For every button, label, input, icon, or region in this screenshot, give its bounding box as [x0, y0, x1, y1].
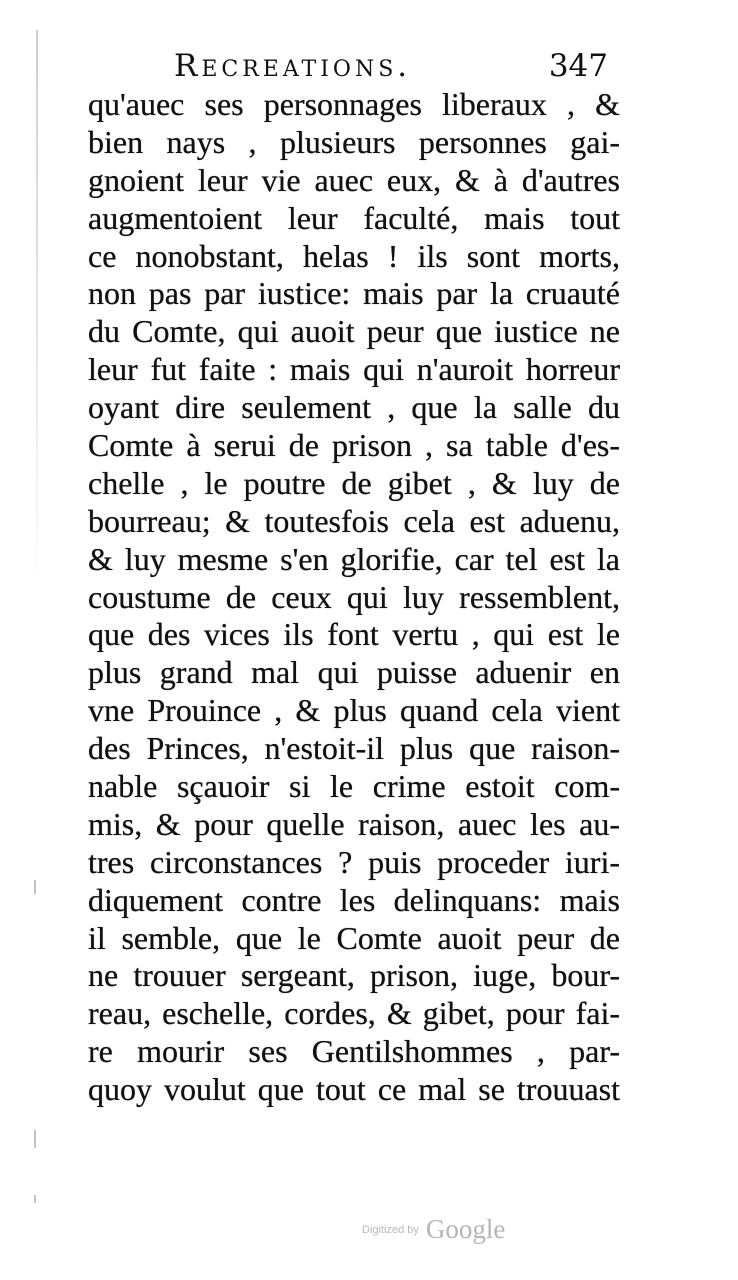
- text-line: bourreau; & toutesfois cela est aduenu,: [88, 502, 620, 539]
- text-line: vne Prouince , & plus quand cela vient: [88, 692, 620, 729]
- running-title: Recreations.: [174, 48, 412, 84]
- text-line: mis, & pour quelle raison, auec les au-: [88, 805, 620, 842]
- text-line: diquement contre les delinquans: mais: [88, 881, 620, 918]
- text-line: augmentoient leur faculté, mais tout: [88, 199, 620, 236]
- text-line: leur fut faite : mais qui n'auroit horreur: [88, 351, 620, 388]
- google-watermark: [362, 1214, 505, 1254]
- body-text: [88, 86, 620, 1109]
- text-line: des Princes, n'estoit-il plus que raison-: [88, 730, 620, 767]
- text-line: du Comte, qui auoit peur que iustice ne: [88, 313, 620, 350]
- text-line: que des vices ils font vertu , qui est le: [88, 616, 620, 653]
- text-line: plus grand mal qui puisse aduenir en: [88, 654, 620, 691]
- text-line: re mourir ses Gentilshommes , par-: [88, 1033, 620, 1070]
- text-line: non pas par iustice: mais par la cruauté: [88, 275, 620, 312]
- text-line: tres circonstances ? puis proceder iuri-: [88, 843, 620, 880]
- text-line: quoy voulut que tout ce mal se trouuast: [88, 1071, 620, 1108]
- page-number: 347: [548, 48, 608, 84]
- text-line: Comte à serui de prison , sa table d'es-: [88, 427, 620, 464]
- watermark-digitized-label: Digitized by: [362, 1223, 419, 1236]
- text-line: chelle , le poutre de gibet , & luy de: [88, 464, 620, 501]
- binding-gutter-line: [36, 30, 38, 590]
- text-line: gnoient leur vie auec eux, & à d'autres: [88, 161, 620, 198]
- text-line: qu'auec ses personnages liberaux , &: [88, 86, 620, 122]
- gutter-mark: [34, 1130, 36, 1148]
- text-line: ne trouuer sergeant, prison, iuge, bour-: [88, 957, 620, 994]
- text-line: nable sçauoir si le crime estoit com-: [88, 768, 620, 805]
- text-line: reau, eschelle, cordes, & gibet, pour fai-: [88, 995, 620, 1032]
- text-line: coustume de ceux qui luy ressemblent,: [88, 578, 620, 615]
- text-line: oyant dire seulement , que la salle du: [88, 389, 620, 426]
- google-logo: Google: [425, 1214, 506, 1244]
- gutter-mark: [34, 1195, 36, 1203]
- text-line: il semble, que le Comte auoit peur de: [88, 919, 620, 956]
- gutter-mark: [34, 880, 36, 894]
- text-line: bien nays , plusieurs personnes gai-: [88, 123, 620, 160]
- text-line: ce nonobstant, helas ! ils sont morts,: [88, 237, 620, 274]
- text-line: & luy mesme s'en glorifie, car tel est la: [88, 540, 620, 577]
